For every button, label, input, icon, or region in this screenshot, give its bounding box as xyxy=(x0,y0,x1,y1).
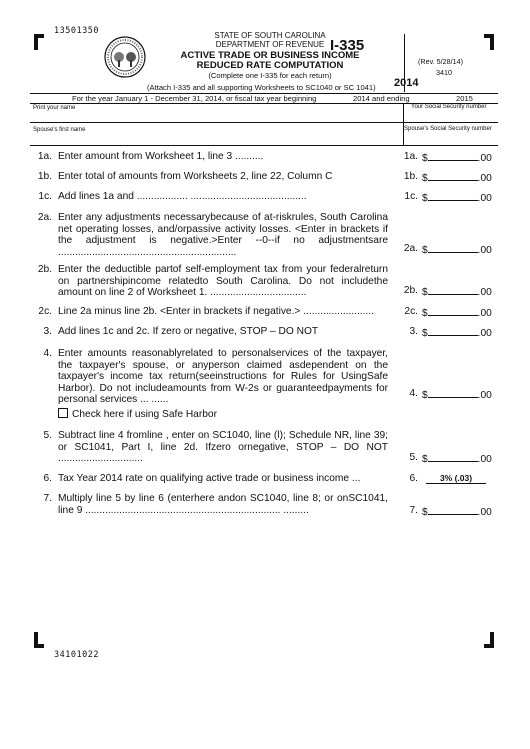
revision-date: (Rev. 5/28/14) xyxy=(418,57,464,66)
spouse-ssn-field[interactable] xyxy=(405,134,497,144)
line-1c-ref: 1c. xyxy=(404,191,418,202)
line-1b-text: Enter total of amounts from Worksheets 2, line 22, Column C xyxy=(58,171,333,182)
corner-mark-bl-h xyxy=(34,644,44,648)
line-2b-number: 2b. xyxy=(37,264,52,275)
line-7-amount[interactable]: $ .00 xyxy=(422,507,492,518)
line-5-ref: 5. xyxy=(409,452,418,463)
line-2c-amount[interactable]: $ .00 xyxy=(422,308,492,319)
tax-year: 2014 xyxy=(394,77,419,89)
line-1b-ref: 1b. xyxy=(403,171,418,182)
safe-harbor-checkbox[interactable] xyxy=(58,408,68,418)
form-title-line1: ACTIVE TRADE OR BUSINESS INCOME xyxy=(180,50,360,61)
barcode-number-top: 13501350 xyxy=(54,26,99,36)
line-1a-text: Enter amount from Worksheet 1, line 3 .......... xyxy=(58,151,264,162)
line-2b-amount[interactable]: $ .00 xyxy=(422,287,492,298)
safe-harbor-label: Check here if using Safe Harbor xyxy=(72,409,217,420)
line-3-amount[interactable]: $ .00 xyxy=(422,328,492,339)
line-4-ref: 4. xyxy=(409,388,418,399)
line-7-text: Multiply line 5 by line 6 (enterhere andon SC1040, line 8; or onSC1041, line 9 ..................................................................... ......... xyxy=(58,493,388,516)
line-6-ref: 6. xyxy=(409,473,418,484)
line-3-text: Add lines 1c and 2c. If zero or negative, STOP – DO NOT xyxy=(58,326,319,337)
line-2b-text: Enter the deductible partof self-employment tax from your federalreturn on partnershipincome relatedto South Carolina. Do not includethe amount on line 2 of Worksheet 1. .................................. xyxy=(58,264,388,299)
state-seal-icon xyxy=(104,36,146,78)
spouse-ssn-label: Spouse's Social Security number xyxy=(404,126,492,132)
line-2a-number: 2a. xyxy=(37,212,52,223)
line-2a-text: Enter any adjustments necessarybecause of at-riskrules, South Carolina net operating losses, and/orpassive activity losses. <Enter in brackets if the adjustment is negative.>Enter --0--if no adjustmentsare ............................................................... xyxy=(58,212,388,258)
line-4-number: 4. xyxy=(43,348,52,359)
corner-mark-tr-h xyxy=(484,34,494,38)
line-4-text: Enter amounts reasonablyrelated to personalservices of the taxpayer, the taxpayer's spouse, or anyperson claimed asdependent on the taxpayer's income tax return(seeinstructions for Rules for UsingSafe Harbor). Do not includeamounts from W-2s or guaranteedpayments for personal services ... ...... xyxy=(58,348,388,406)
corner-mark-tl-h xyxy=(34,34,44,38)
safe-harbor-row[interactable] xyxy=(58,408,217,421)
line-6-rate: 3% (.03) xyxy=(426,473,486,484)
print-name-label: Print your name xyxy=(33,105,76,111)
line-1b-number: 1b. xyxy=(37,171,52,182)
tax-year-begin: 2014 and ending xyxy=(353,94,410,103)
header-divider xyxy=(404,34,405,92)
tax-year-end: 2015 xyxy=(456,94,473,103)
line-2a-ref: 2a. xyxy=(403,243,418,254)
line-5-text: Subtract line 4 fromline , enter on SC1040, line (l); Schedule NR, line 39; or SC1041, Part I, line 2d. Ifzero ornegative, STOP – DO NOT .............................. xyxy=(58,430,388,465)
corner-mark-br-h xyxy=(484,644,494,648)
line-2c-number: 2c. xyxy=(38,306,52,317)
line-7-number: 7. xyxy=(43,493,52,504)
line-1b-amount[interactable]: $ .00 xyxy=(422,173,492,184)
line-2c-ref: 2c. xyxy=(404,306,418,317)
line-6-number: 6. xyxy=(43,473,52,484)
barcode-number-bottom: 34101022 xyxy=(54,650,99,660)
form-title-line2: REDUCED RATE COMPUTATION xyxy=(196,60,344,71)
line-7-ref: 7. xyxy=(409,505,418,516)
attach-note: (Attach I-335 and all supporting Worksheets to SC1040 or SC 1041) xyxy=(147,83,376,92)
line-1a-number: 1a. xyxy=(37,151,52,162)
spouse-name-label: Spouse's first name xyxy=(33,127,86,133)
spouse-name-field[interactable] xyxy=(32,134,402,144)
ssn-label: Your Social Security number xyxy=(411,104,487,110)
form-subtitle: (Complete one I-335 for each return) xyxy=(208,71,332,80)
line-2c-text: Line 2a minus line 2b. <Enter in brackets if negative.> ......................... xyxy=(58,306,374,317)
line-4-amount[interactable]: $ .00 xyxy=(422,390,492,401)
line-2b-ref: 2b. xyxy=(403,285,418,296)
line-6-text: Tax Year 2014 rate on qualifying active trade or business income ... xyxy=(58,473,361,484)
line-3-number: 3. xyxy=(43,326,52,337)
line-2a-amount[interactable]: $ .00 xyxy=(422,245,492,256)
line-1c-text: Add lines 1a and .................. ......................................... xyxy=(58,191,307,202)
line-1c-number: 1c. xyxy=(38,191,52,202)
ssn-divider-1 xyxy=(403,103,404,145)
department-name: DEPARTMENT OF REVENUE xyxy=(215,40,325,49)
ssn-field[interactable] xyxy=(405,111,497,121)
form-code: 3410 xyxy=(436,68,452,77)
tax-year-line: For the year January 1 - December 31, 2014, or fiscal tax year beginning xyxy=(72,94,317,103)
rule-spouse xyxy=(30,145,498,146)
line-1a-amount[interactable]: $ .00 xyxy=(422,153,492,164)
line-3-ref: 3. xyxy=(409,326,418,337)
line-5-number: 5. xyxy=(43,430,52,441)
rule-name xyxy=(30,122,498,123)
print-name-field[interactable] xyxy=(32,111,402,121)
state-name: STATE OF SOUTH CAROLINA xyxy=(214,31,326,40)
line-5-amount[interactable]: $ .00 xyxy=(422,454,492,465)
line-1c-amount[interactable]: $ .00 xyxy=(422,193,492,204)
form-id: I-335 xyxy=(330,37,365,54)
line-1a-ref: 1a. xyxy=(403,151,418,162)
